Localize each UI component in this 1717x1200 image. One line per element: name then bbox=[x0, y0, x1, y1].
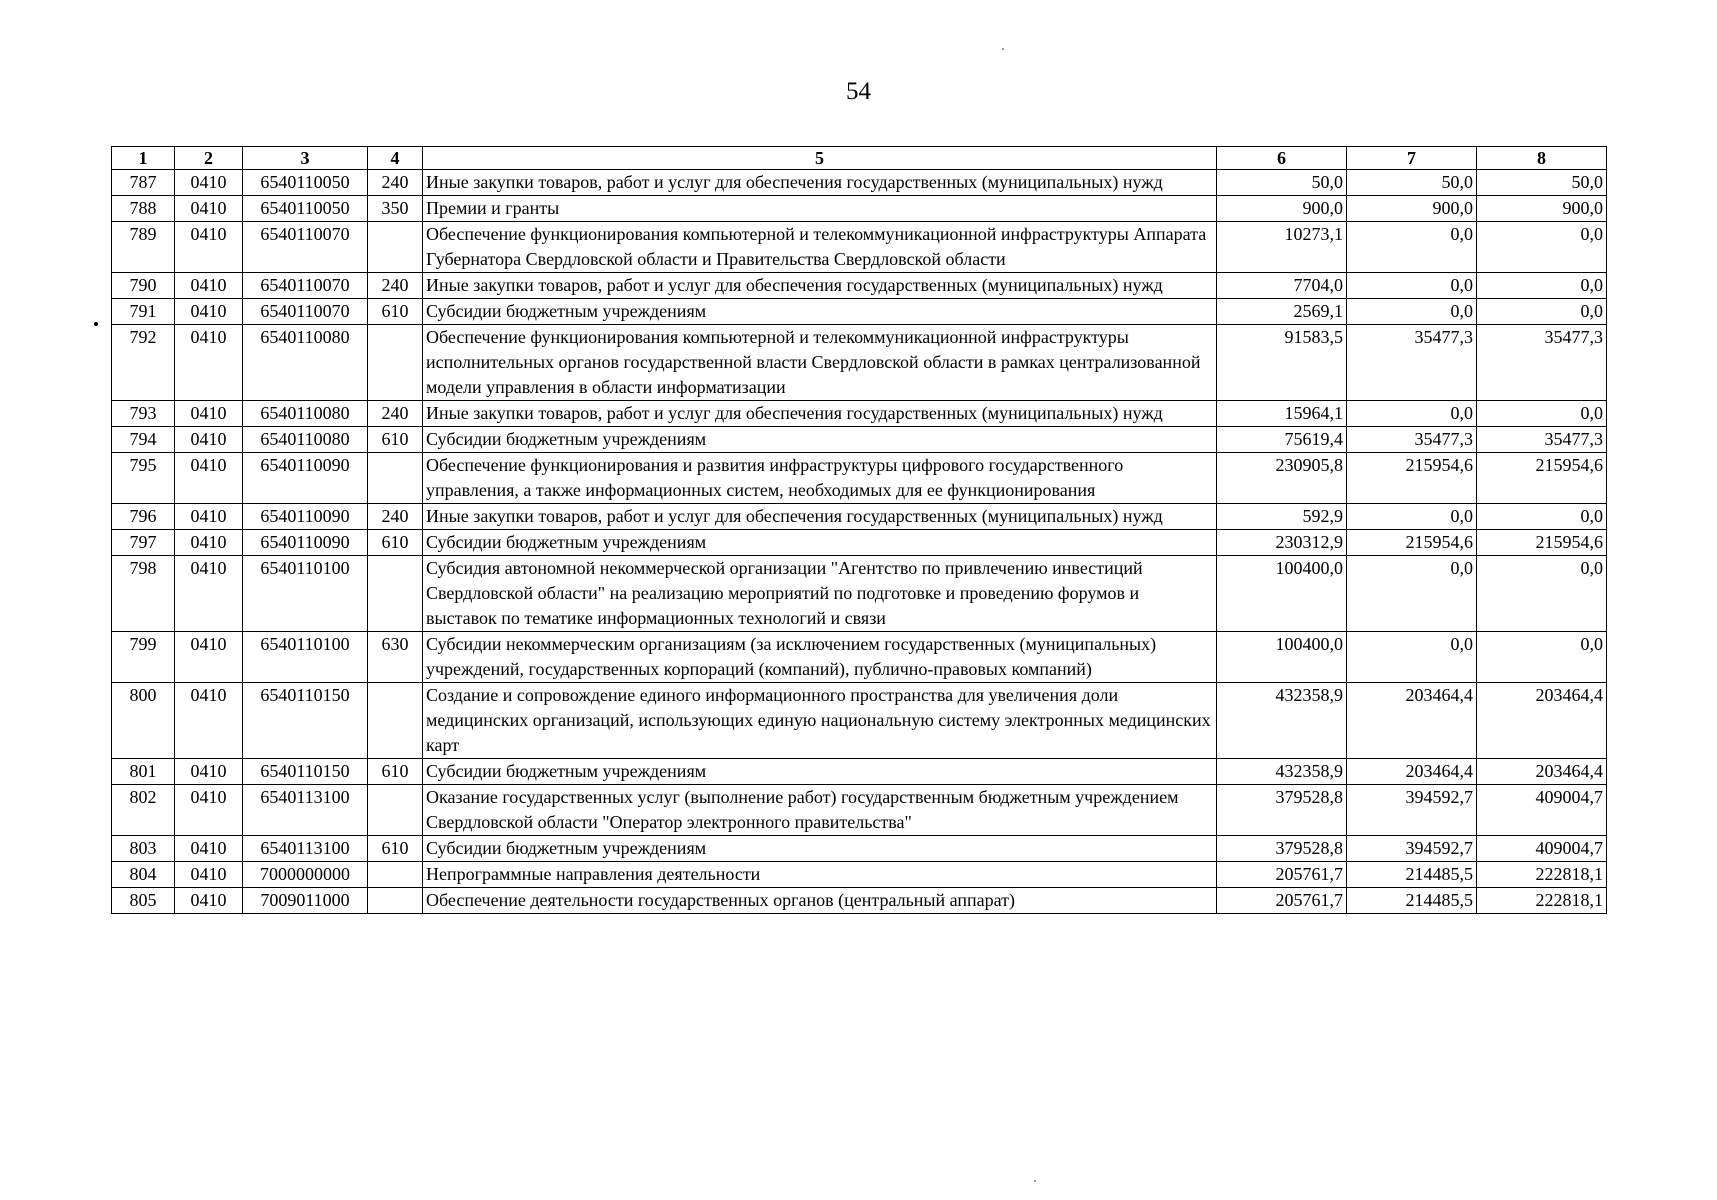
description-cell: Субсидии некоммерческим организациям (за исключением государственных (муниципальных) учреждений, государственных корпораций (компаний), публично-правовых компаний) bbox=[423, 632, 1217, 683]
section-code-cell: 0410 bbox=[175, 427, 243, 453]
section-code-cell: 0410 bbox=[175, 530, 243, 556]
header-row bbox=[112, 147, 1607, 170]
amount-year1-cell: 100400,0 bbox=[1217, 556, 1347, 632]
expense-type-cell: 610 bbox=[368, 299, 423, 325]
amount-year1-cell: 100400,0 bbox=[1217, 632, 1347, 683]
row-number-cell: 799 bbox=[112, 632, 175, 683]
table-row bbox=[112, 273, 1607, 299]
amount-year2-cell: 214485,5 bbox=[1347, 888, 1477, 914]
amount-year3-cell: 409004,7 bbox=[1477, 785, 1607, 836]
description-cell: Оказание государственных услуг (выполнение работ) государственным бюджетным учреждением Свердловской области "Оператор электронного правительства" bbox=[423, 785, 1217, 836]
section-code-cell: 0410 bbox=[175, 836, 243, 862]
amount-year3-cell: 0,0 bbox=[1477, 632, 1607, 683]
table-body bbox=[112, 170, 1607, 914]
expense-type-cell bbox=[368, 556, 423, 632]
target-code-cell: 6540110100 bbox=[243, 556, 368, 632]
amount-year2-cell: 35477,3 bbox=[1347, 427, 1477, 453]
amount-year3-cell: 0,0 bbox=[1477, 222, 1607, 273]
column-header: 3 bbox=[243, 147, 368, 170]
table-row bbox=[112, 759, 1607, 785]
target-code-cell: 6540110150 bbox=[243, 683, 368, 759]
row-number-cell: 804 bbox=[112, 862, 175, 888]
row-number-cell: 791 bbox=[112, 299, 175, 325]
section-code-cell: 0410 bbox=[175, 888, 243, 914]
amount-year1-cell: 15964,1 bbox=[1217, 401, 1347, 427]
table-row bbox=[112, 836, 1607, 862]
expense-type-cell: 630 bbox=[368, 632, 423, 683]
target-code-cell: 6540110080 bbox=[243, 427, 368, 453]
table-row bbox=[112, 401, 1607, 427]
amount-year2-cell: 215954,6 bbox=[1347, 530, 1477, 556]
target-code-cell: 6540110080 bbox=[243, 325, 368, 401]
expense-type-cell bbox=[368, 222, 423, 273]
row-number-cell: 797 bbox=[112, 530, 175, 556]
scan-dot bbox=[94, 322, 98, 326]
row-number-cell: 793 bbox=[112, 401, 175, 427]
column-header: 5 bbox=[423, 147, 1217, 170]
expense-type-cell bbox=[368, 325, 423, 401]
expense-type-cell: 240 bbox=[368, 401, 423, 427]
section-code-cell: 0410 bbox=[175, 556, 243, 632]
row-number-cell: 792 bbox=[112, 325, 175, 401]
expense-type-cell: 240 bbox=[368, 504, 423, 530]
amount-year3-cell: 0,0 bbox=[1477, 401, 1607, 427]
description-cell: Иные закупки товаров, работ и услуг для обеспечения государственных (муниципальных) нужд bbox=[423, 273, 1217, 299]
amount-year2-cell: 0,0 bbox=[1347, 222, 1477, 273]
amount-year2-cell: 0,0 bbox=[1347, 632, 1477, 683]
amount-year1-cell: 432358,9 bbox=[1217, 683, 1347, 759]
description-cell: Обеспечение функционирования и развития инфраструктуры цифрового государственного управления, а также информационных систем, необходимых для ее функционирования bbox=[423, 453, 1217, 504]
description-cell: Непрограммные направления деятельности bbox=[423, 862, 1217, 888]
amount-year1-cell: 379528,8 bbox=[1217, 785, 1347, 836]
table-row bbox=[112, 888, 1607, 914]
row-number-cell: 803 bbox=[112, 836, 175, 862]
column-header: 6 bbox=[1217, 147, 1347, 170]
section-code-cell: 0410 bbox=[175, 785, 243, 836]
table-row bbox=[112, 170, 1607, 196]
row-number-cell: 802 bbox=[112, 785, 175, 836]
row-number-cell: 787 bbox=[112, 170, 175, 196]
target-code-cell: 6540113100 bbox=[243, 836, 368, 862]
amount-year1-cell: 91583,5 bbox=[1217, 325, 1347, 401]
amount-year3-cell: 222818,1 bbox=[1477, 862, 1607, 888]
section-code-cell: 0410 bbox=[175, 196, 243, 222]
table-row bbox=[112, 530, 1607, 556]
amount-year1-cell: 7704,0 bbox=[1217, 273, 1347, 299]
scan-speck bbox=[1002, 48, 1004, 50]
amount-year1-cell: 205761,7 bbox=[1217, 888, 1347, 914]
expense-type-cell: 610 bbox=[368, 530, 423, 556]
target-code-cell: 6540110150 bbox=[243, 759, 368, 785]
row-number-cell: 796 bbox=[112, 504, 175, 530]
description-cell: Обеспечение функционирования компьютерной и телекоммуникационной инфраструктуры исполнительных органов государственной власти Свердловской области в рамках централизованной модели управления в области информатизации bbox=[423, 325, 1217, 401]
amount-year1-cell: 230905,8 bbox=[1217, 453, 1347, 504]
expense-type-cell bbox=[368, 862, 423, 888]
row-number-cell: 795 bbox=[112, 453, 175, 504]
expense-type-cell: 240 bbox=[368, 170, 423, 196]
description-cell: Иные закупки товаров, работ и услуг для обеспечения государственных (муниципальных) нужд bbox=[423, 401, 1217, 427]
section-code-cell: 0410 bbox=[175, 401, 243, 427]
target-code-cell: 7009011000 bbox=[243, 888, 368, 914]
row-number-cell: 794 bbox=[112, 427, 175, 453]
row-number-cell: 800 bbox=[112, 683, 175, 759]
amount-year2-cell: 0,0 bbox=[1347, 401, 1477, 427]
amount-year2-cell: 214485,5 bbox=[1347, 862, 1477, 888]
target-code-cell: 6540110090 bbox=[243, 504, 368, 530]
table-row bbox=[112, 453, 1607, 504]
target-code-cell: 6540110070 bbox=[243, 222, 368, 273]
section-code-cell: 0410 bbox=[175, 325, 243, 401]
amount-year3-cell: 203464,4 bbox=[1477, 683, 1607, 759]
expense-type-cell: 610 bbox=[368, 759, 423, 785]
section-code-cell: 0410 bbox=[175, 862, 243, 888]
section-code-cell: 0410 bbox=[175, 222, 243, 273]
target-code-cell: 6540110050 bbox=[243, 196, 368, 222]
column-header: 8 bbox=[1477, 147, 1607, 170]
row-number-cell: 801 bbox=[112, 759, 175, 785]
amount-year3-cell: 0,0 bbox=[1477, 273, 1607, 299]
amount-year3-cell: 203464,4 bbox=[1477, 759, 1607, 785]
target-code-cell: 6540113100 bbox=[243, 785, 368, 836]
section-code-cell: 0410 bbox=[175, 273, 243, 299]
table-row bbox=[112, 683, 1607, 759]
target-code-cell: 6540110100 bbox=[243, 632, 368, 683]
amount-year2-cell: 0,0 bbox=[1347, 273, 1477, 299]
description-cell: Субсидии бюджетным учреждениям bbox=[423, 759, 1217, 785]
expense-type-cell: 350 bbox=[368, 196, 423, 222]
amount-year3-cell: 215954,6 bbox=[1477, 453, 1607, 504]
amount-year1-cell: 900,0 bbox=[1217, 196, 1347, 222]
expense-type-cell bbox=[368, 785, 423, 836]
expense-type-cell bbox=[368, 453, 423, 504]
scan-speck bbox=[1034, 1180, 1036, 1182]
row-number-cell: 805 bbox=[112, 888, 175, 914]
amount-year2-cell: 203464,4 bbox=[1347, 683, 1477, 759]
table-row bbox=[112, 862, 1607, 888]
amount-year3-cell: 222818,1 bbox=[1477, 888, 1607, 914]
section-code-cell: 0410 bbox=[175, 759, 243, 785]
expense-type-cell: 610 bbox=[368, 836, 423, 862]
amount-year2-cell: 0,0 bbox=[1347, 556, 1477, 632]
table-row bbox=[112, 222, 1607, 273]
amount-year2-cell: 900,0 bbox=[1347, 196, 1477, 222]
amount-year1-cell: 2569,1 bbox=[1217, 299, 1347, 325]
expense-type-cell bbox=[368, 888, 423, 914]
row-number-cell: 788 bbox=[112, 196, 175, 222]
target-code-cell: 6540110090 bbox=[243, 530, 368, 556]
section-code-cell: 0410 bbox=[175, 504, 243, 530]
description-cell: Обеспечение деятельности государственных органов (центральный аппарат) bbox=[423, 888, 1217, 914]
amount-year2-cell: 394592,7 bbox=[1347, 785, 1477, 836]
table-row bbox=[112, 299, 1607, 325]
section-code-cell: 0410 bbox=[175, 683, 243, 759]
description-cell: Премии и гранты bbox=[423, 196, 1217, 222]
amount-year2-cell: 50,0 bbox=[1347, 170, 1477, 196]
amount-year1-cell: 592,9 bbox=[1217, 504, 1347, 530]
amount-year2-cell: 215954,6 bbox=[1347, 453, 1477, 504]
target-code-cell: 6540110050 bbox=[243, 170, 368, 196]
amount-year1-cell: 10273,1 bbox=[1217, 222, 1347, 273]
amount-year1-cell: 205761,7 bbox=[1217, 862, 1347, 888]
page-number: 54 bbox=[846, 78, 871, 105]
amount-year1-cell: 75619,4 bbox=[1217, 427, 1347, 453]
description-cell: Субсидии бюджетным учреждениям bbox=[423, 427, 1217, 453]
target-code-cell: 6540110090 bbox=[243, 453, 368, 504]
description-cell: Иные закупки товаров, работ и услуг для обеспечения государственных (муниципальных) нужд bbox=[423, 504, 1217, 530]
description-cell: Субсидии бюджетным учреждениям bbox=[423, 299, 1217, 325]
description-cell: Создание и сопровождение единого информационного пространства для увеличения доли медицинских организаций, использующих единую национальную систему электронных медицинских карт bbox=[423, 683, 1217, 759]
description-cell: Иные закупки товаров, работ и услуг для обеспечения государственных (муниципальных) нужд bbox=[423, 170, 1217, 196]
expense-type-cell: 610 bbox=[368, 427, 423, 453]
column-header: 7 bbox=[1347, 147, 1477, 170]
row-number-cell: 790 bbox=[112, 273, 175, 299]
target-code-cell: 6540110070 bbox=[243, 299, 368, 325]
amount-year3-cell: 0,0 bbox=[1477, 504, 1607, 530]
section-code-cell: 0410 bbox=[175, 170, 243, 196]
description-cell: Субсидия автономной некоммерческой организации "Агентство по привлечению инвестиций Свердловской области" на реализацию мероприятий по подготовке и проведению форумов и выставок по тематике информационных технологий и связи bbox=[423, 556, 1217, 632]
amount-year3-cell: 0,0 bbox=[1477, 556, 1607, 632]
amount-year2-cell: 203464,4 bbox=[1347, 759, 1477, 785]
section-code-cell: 0410 bbox=[175, 299, 243, 325]
amount-year1-cell: 432358,9 bbox=[1217, 759, 1347, 785]
amount-year3-cell: 0,0 bbox=[1477, 299, 1607, 325]
amount-year2-cell: 0,0 bbox=[1347, 504, 1477, 530]
amount-year3-cell: 215954,6 bbox=[1477, 530, 1607, 556]
amount-year3-cell: 35477,3 bbox=[1477, 325, 1607, 401]
column-header: 1 bbox=[112, 147, 175, 170]
budget-table bbox=[111, 146, 1607, 914]
amount-year1-cell: 230312,9 bbox=[1217, 530, 1347, 556]
row-number-cell: 798 bbox=[112, 556, 175, 632]
expense-type-cell: 240 bbox=[368, 273, 423, 299]
expense-type-cell bbox=[368, 683, 423, 759]
amount-year3-cell: 409004,7 bbox=[1477, 836, 1607, 862]
column-header: 4 bbox=[368, 147, 423, 170]
amount-year3-cell: 35477,3 bbox=[1477, 427, 1607, 453]
amount-year2-cell: 0,0 bbox=[1347, 299, 1477, 325]
target-code-cell: 6540110080 bbox=[243, 401, 368, 427]
table-row bbox=[112, 785, 1607, 836]
target-code-cell: 7000000000 bbox=[243, 862, 368, 888]
description-cell: Субсидии бюджетным учреждениям bbox=[423, 530, 1217, 556]
table-row bbox=[112, 427, 1607, 453]
table-row bbox=[112, 504, 1607, 530]
target-code-cell: 6540110070 bbox=[243, 273, 368, 299]
table-row bbox=[112, 632, 1607, 683]
section-code-cell: 0410 bbox=[175, 453, 243, 504]
description-cell: Обеспечение функционирования компьютерной и телекоммуникационной инфраструктуры Аппарата Губернатора Свердловской области и Правительства Свердловской области bbox=[423, 222, 1217, 273]
amount-year3-cell: 900,0 bbox=[1477, 196, 1607, 222]
table-row bbox=[112, 196, 1607, 222]
amount-year2-cell: 394592,7 bbox=[1347, 836, 1477, 862]
table-row bbox=[112, 325, 1607, 401]
section-code-cell: 0410 bbox=[175, 632, 243, 683]
amount-year3-cell: 50,0 bbox=[1477, 170, 1607, 196]
table-row bbox=[112, 556, 1607, 632]
amount-year2-cell: 35477,3 bbox=[1347, 325, 1477, 401]
column-header: 2 bbox=[175, 147, 243, 170]
amount-year1-cell: 379528,8 bbox=[1217, 836, 1347, 862]
row-number-cell: 789 bbox=[112, 222, 175, 273]
amount-year1-cell: 50,0 bbox=[1217, 170, 1347, 196]
description-cell: Субсидии бюджетным учреждениям bbox=[423, 836, 1217, 862]
